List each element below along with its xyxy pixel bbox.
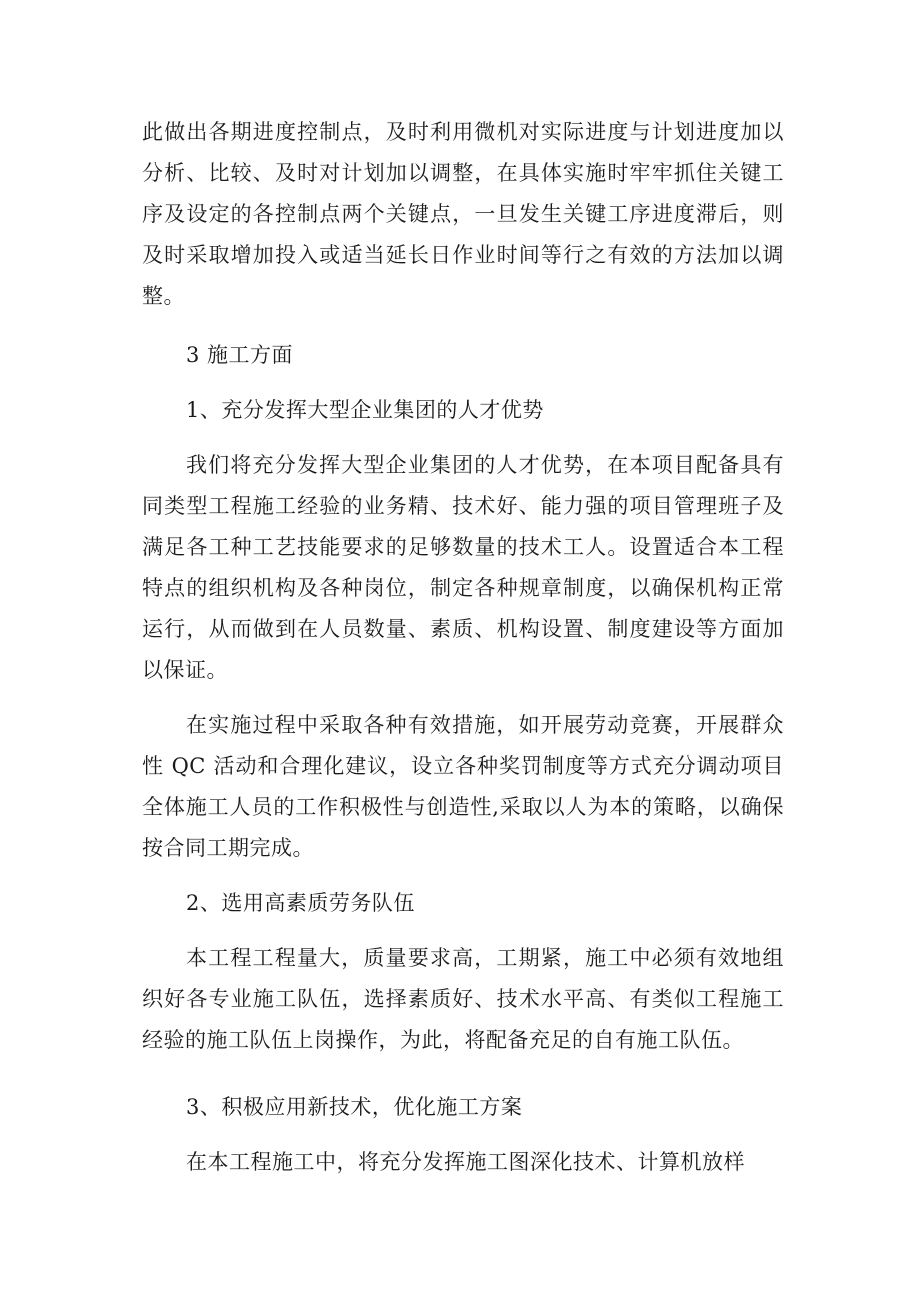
- subheading-labor-team: 2、选用高素质劳务队伍: [186, 891, 415, 915]
- paragraph-talent-advantage: 我们将充分发挥大型企业集团的人才优势，在本项目配备具有同类型工程施工经验的业务精、技术好、能力强的项目管理班子及满足各工种工艺技能要求的足够数量的技术工人。设置适合本工程特点的组织机构及各种岗位，制定各种规章制度，以确保机构正常运行，从而做到在人员数量、素质、机构设置、制度建设等方面加以保证。: [142, 453, 784, 682]
- subheading-talent-advantage: 1、充分发挥大型企业集团的人才优势: [186, 398, 544, 422]
- section-heading-construction: 3 施工方面: [186, 343, 294, 367]
- subheading-new-technology: 3、积极应用新技术，优化施工方案: [186, 1095, 523, 1119]
- document-body: [142, 112, 784, 1183]
- paragraph-labor-team: 本工程工程量大，质量要求高，工期紧，施工中必须有效地组织好各专业施工队伍，选择素质好、技术水平高、有类似工程施工经验的施工队伍上岗操作，为此，将配备充足的自有施工队伍。: [142, 946, 784, 1052]
- paragraph-new-technology: 在本工程施工中，将充分发挥施工图深化技术、计算机放样: [186, 1150, 745, 1174]
- continued-paragraph: 此做出各期进度控制点，及时利用微机对实际进度与计划进度加以分析、比较、及时对计划加以调整，在具体实施时牢牢抓住关键工序及设定的各控制点两个关键点，一旦发生关键工序进度滞后，则及时采取增加投入或适当延长日作业时间等行之有效的方法加以调整。: [142, 120, 784, 308]
- paragraph-effective-measures: 在实施过程中采取各种有效措施，如开展劳动竞赛，开展群众性 QC 活动和合理化建议，设立各种奖罚制度等方式充分调动项目全体施工人员的工作积极性与创造性,采取以人为本的策略，以确保按合同工期完成。: [142, 713, 784, 860]
